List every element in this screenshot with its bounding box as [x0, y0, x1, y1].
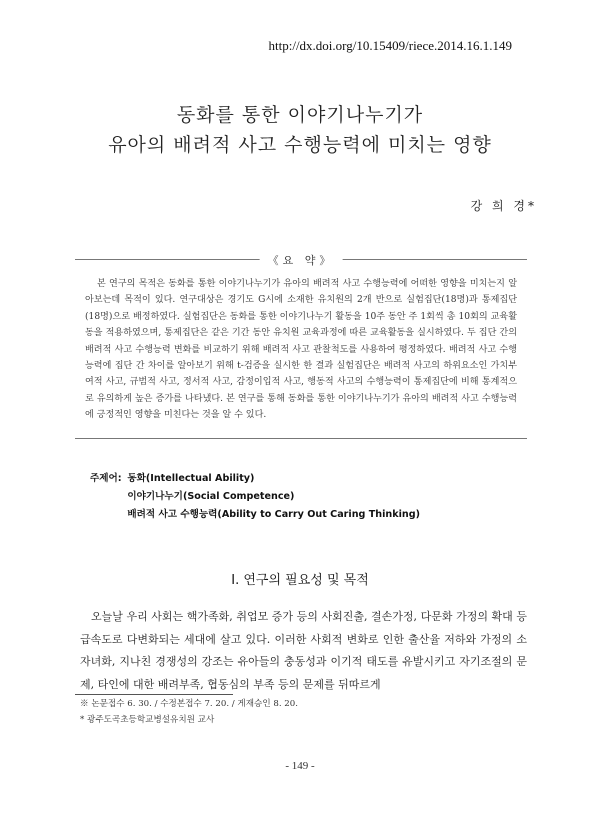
abstract-text: 본 연구의 목적은 동화를 통한 이야기나누기가 유아의 배려적 사고 수행능력에 어떠한 영향을 미치는지 알아보는데 목적이 있다. 연구대상은 경기도 G시에 소재한 유치원의 2개 반으로 실험집단(18명)과 통제집단(18명)으로 배정하였다. 실험집단은 동화를 통한 이야기나누기 활동을 10주 동안 주 1회씩 총 10회의 교육활동을 적용하였으며, 통제집단은 같은 기간 동안 유치원 교육과정에 따른 교육활동을 실시하였다. 두 집단 간의 배려적 사고 수행능력 변화를 비교하기 위해 배려적 사고 관찰척도를 사용하여 평정하였다. 배려적 사고 수행능력에 집단 간 차이를 알아보기 위해 t-검증을 실시한 한 결과 실험집단은 배려적 사고의 하위요소인 가치부여적 사고, 규범적 사고, 정서적 사고, 감정이입적 사고, 행동적 사고의 수행능력이 통제집단에 비해 통계적으로 유의하게 높은 증가를 나타냈다. 본 연구를 통해 동화를 통한 이야기나누기가 유아의 배려적 사고 수행능력에 긍정적인 영향을 미친다는 것을 알 수 있다.	[85, 279, 517, 421]
doi-link[interactable]: http://dx.doi.org/10.15409/riece.2014.16.1.149	[268, 38, 512, 53]
footnote-submission: ※ 논문접수 6. 30. / 수정본접수 7. 20. / 게재승인 8. 20.	[80, 699, 298, 709]
abstract-heading: 《요 약》	[260, 252, 343, 268]
keyword-item: 이야기나누기(Social Competence)	[127, 491, 295, 502]
abstract-box	[75, 254, 527, 439]
author: 강 희 경*	[470, 199, 537, 213]
keyword-item: 배려적 사고 수행능력(Ability to Carry Out Caring Thinking)	[127, 509, 420, 520]
keyword-item: 동화(Intellectual Ability)	[127, 473, 255, 484]
footnote-affiliation: * 광주도곡초등학교병설유치원 교사	[80, 715, 215, 725]
keywords	[90, 470, 420, 524]
page-number: - 149 -	[285, 760, 315, 772]
title-line-2: 유아의 배려적 사고 수행능력에 미치는 영향	[108, 134, 492, 156]
keywords-label: 주제어:	[90, 473, 122, 484]
title-line-1: 동화를 통한 이야기나누기가	[176, 104, 424, 126]
section-title: Ⅰ. 연구의 필요성 및 목적	[231, 573, 369, 588]
body-paragraph: 오늘날 우리 사회는 핵가족화, 취업모 증가 등의 사회진출, 결손가정, 다문화 가정의 확대 등 급속도로 다변화되는 세대에 살고 있다. 이러한 사회적 변화로 인한 출산율 저하와 가정의 소자녀화, 지나친 경쟁성의 강조는 유아들의 충동성과 이기적 태도를 유발시키고 자기조절의 문제, 타인에 대한 배려부족, 협동심의 부족 등의 문제를 뒤따르게	[80, 610, 527, 691]
footnote-divider	[75, 694, 233, 695]
